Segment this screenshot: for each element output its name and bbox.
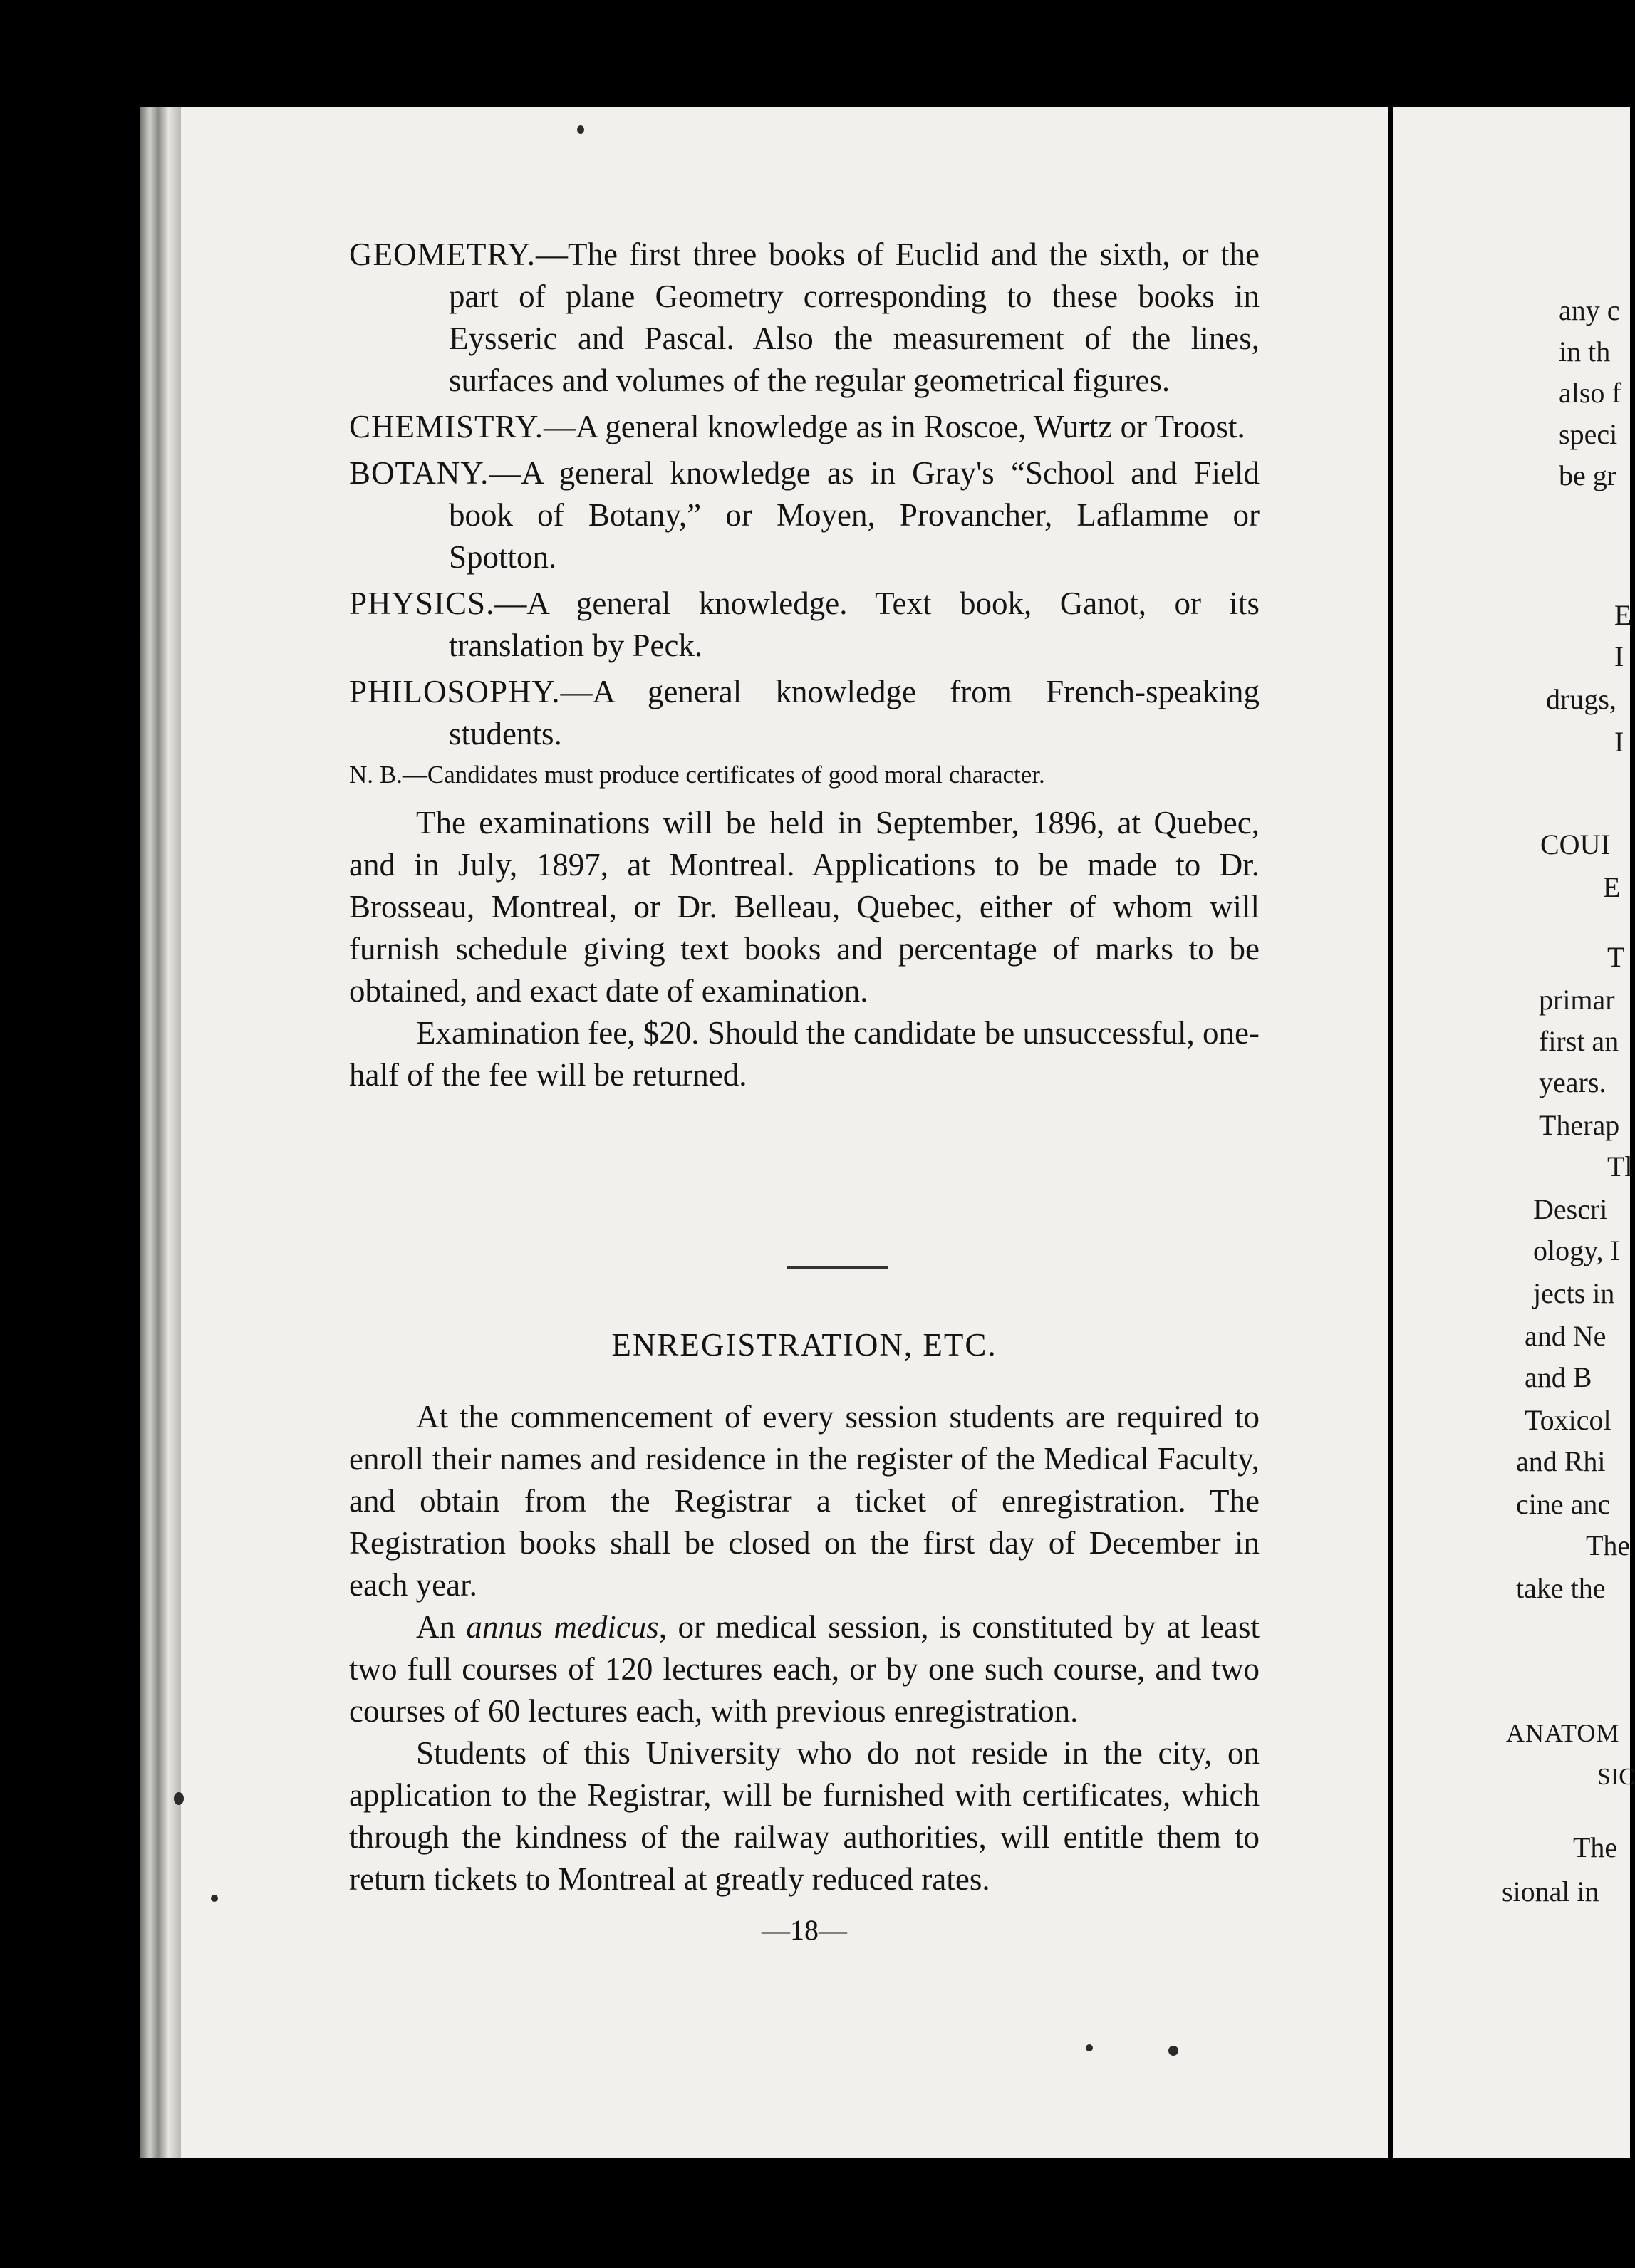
scan-speck — [1086, 2044, 1093, 2051]
section-title: ENREGISTRATION, ETC. — [611, 1327, 997, 1363]
right-line: in th — [1559, 335, 1611, 368]
page-number: —18— — [762, 1914, 847, 1946]
section-divider — [787, 1266, 888, 1269]
scan-speck — [1168, 2046, 1178, 2056]
subject-entry-botany: BOTANY.—A general knowledge as in Gray's “School and Field book of Botany,” or Moyen, Provancher, Laflamme or Spotton. — [349, 455, 1260, 575]
right-line: Therap — [1539, 1109, 1620, 1141]
annus-medicus-paragraph: An annus medicus, or medical session, is constituted by at least two full courses of 120 lectures each, or by one such course, and two courses of 60 lectures each, with previous enregistration. — [349, 1609, 1260, 1729]
book-binding-edge — [140, 107, 181, 2158]
right-line: COUI — [1540, 828, 1610, 860]
right-line: first an — [1539, 1025, 1619, 1057]
right-line: E — [1603, 871, 1621, 903]
right-line: I — [1614, 640, 1624, 672]
right-line: sional in — [1502, 1876, 1599, 1908]
right-line: years. — [1539, 1066, 1607, 1098]
right-line: be gr — [1559, 459, 1617, 491]
right-line: speci — [1559, 418, 1618, 450]
right-line: and Ne — [1525, 1320, 1607, 1352]
subject-entry-physics: PHYSICS.—A general knowledge. Text book, Ganot, or its translation by Peck. — [349, 586, 1260, 663]
scan-speck — [174, 1792, 184, 1805]
right-line: any c — [1559, 294, 1620, 326]
right-line: jects in — [1533, 1277, 1615, 1309]
nb-note: N. B.—Candidates must produce certificates of good moral character. — [349, 761, 1045, 789]
subject-entry-geometry: GEOMETRY.—The first three books of Euclid and the sixth, or the part of plane Geometry corresponding to these books in Eysseric and Pascal. Also the measurement of the lines, surfaces and volumes of the regular geometrical figures. — [349, 236, 1260, 398]
right-line: The — [1586, 1529, 1631, 1561]
right-line: cine anc — [1516, 1488, 1611, 1520]
right-line: and B — [1525, 1361, 1592, 1393]
right-line: and Rhi — [1516, 1445, 1606, 1477]
right-line: drugs, — [1546, 683, 1616, 715]
subject-list — [349, 234, 1260, 1096]
right-line: I — [1614, 726, 1624, 758]
scan-speck — [577, 125, 584, 134]
examination-fee-paragraph: Examination fee, $20. Should the candidate be unsuccessful, one-half of the fee will be returned. — [349, 1015, 1260, 1093]
enregistration-paragraph-1: At the commencement of every session students are required to enroll their names and residence in the register of the Medical Faculty, and obtain from the Registrar a ticket of enregistration. The Registration books shall be closed on the first day of December in each year. — [349, 1399, 1260, 1603]
examinations-paragraph: The examinations will be held in September, 1896, at Quebec, and in July, 1897, at Montreal. Applications to be made to Dr. Brosseau, Montreal, or Dr. Belleau, Quebec, either of whom will furnish schedule giving text books and percentage of marks to be obtained, and exact date of examination. — [349, 805, 1260, 1009]
right-line: E — [1614, 599, 1632, 631]
students-certificates-paragraph: Students of this University who do not reside in the city, on application to the Registrar, will be furnished with certificates, which through the kindness of the railway authorities, will entitle them to return tickets to Montreal at greatly reduced rates. — [349, 1735, 1260, 1897]
right-line: primar — [1539, 984, 1615, 1016]
right-page-fragment — [1393, 107, 1635, 2158]
right-line: ology, I — [1533, 1234, 1620, 1266]
right-line: T — [1607, 941, 1625, 973]
right-line: ANATOM — [1506, 1719, 1620, 1747]
scan-speck — [211, 1895, 218, 1902]
right-line: also f — [1559, 377, 1621, 409]
right-line: Tl — [1607, 1150, 1633, 1182]
right-line: Toxicol — [1525, 1404, 1611, 1436]
right-line: Descri — [1533, 1193, 1608, 1225]
subject-entry-chemistry: CHEMISTRY.—A general knowledge as in Roscoe, Wurtz or Troost. — [349, 409, 1245, 444]
right-line: SIC — [1597, 1764, 1635, 1790]
enregistration-section — [349, 1396, 1260, 1900]
right-line: take the — [1516, 1572, 1606, 1604]
subject-entry-philosophy: PHILOSOPHY.—A general knowledge from French-speaking students. — [349, 674, 1260, 751]
right-line: The — [1573, 1831, 1618, 1863]
